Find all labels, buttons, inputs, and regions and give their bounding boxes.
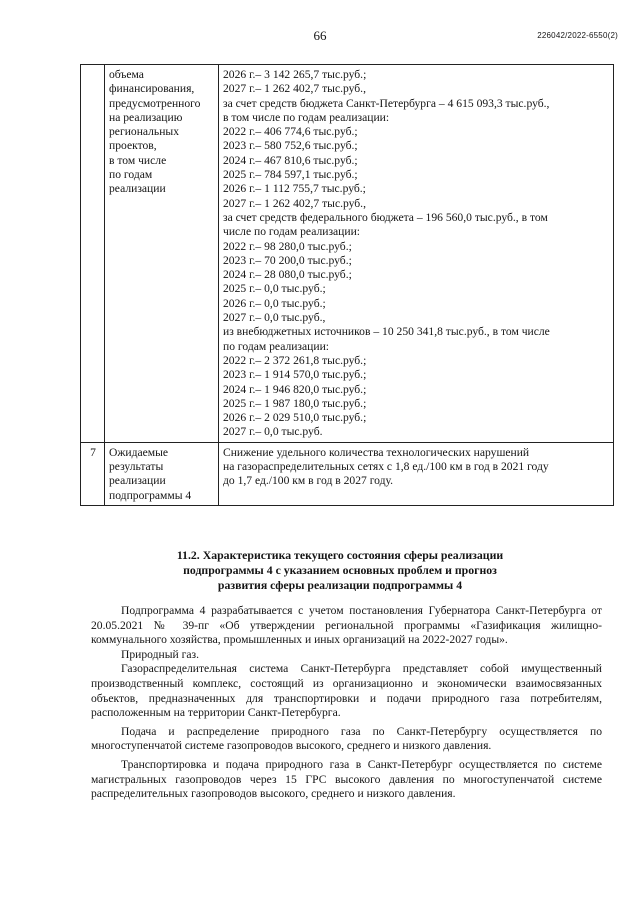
funding-line: по годам реализации: xyxy=(223,339,329,353)
row-name-line: реализации xyxy=(109,474,166,488)
row-name-cell xyxy=(105,65,219,443)
row-content-cell xyxy=(219,65,614,443)
funding-line: за счет средств федерального бюджета – 196 560,0 тыс.руб., в том xyxy=(223,210,548,224)
funding-line: 2026 г.– 3 142 265,7 тыс.руб.; xyxy=(223,68,367,81)
funding-line: 2024 г.– 1 946 820,0 тыс.руб.; xyxy=(223,382,367,396)
row-name-line: финансирования, xyxy=(109,82,195,96)
row-name-line: проектов, xyxy=(109,139,157,153)
result-line: Снижение удельного количества технологических нарушений xyxy=(223,445,530,459)
funding-line: 2027 г.– 1 262 402,7 тыс.руб., xyxy=(223,196,366,210)
funding-line: 2027 г.– 0,0 тыс.руб. xyxy=(223,425,323,439)
funding-line: 2026 г.– 2 029 510,0 тыс.руб.; xyxy=(223,411,367,425)
page-number: 66 xyxy=(313,28,327,43)
row-name-line: предусмотренного xyxy=(109,96,201,110)
funding-line: 2023 г.– 70 200,0 тыс.руб.; xyxy=(223,253,352,267)
funding-line: 2023 г.– 1 914 570,0 тыс.руб.; xyxy=(223,368,367,382)
row-number-cell: 7 xyxy=(81,442,105,505)
funding-line: 2022 г.– 2 372 261,8 тыс.руб.; xyxy=(223,353,367,367)
row-number-cell xyxy=(81,65,105,443)
paragraph: Природный газ. xyxy=(121,647,200,661)
row-name-line: на реализацию xyxy=(109,110,183,124)
row-name-line: по годам xyxy=(109,168,153,182)
row-name-line: в том числе xyxy=(109,153,167,167)
row-name-cell xyxy=(105,442,219,505)
funding-line: числе по годам реализации: xyxy=(223,225,361,239)
section-title xyxy=(100,548,580,593)
funding-line: 2027 г.– 1 262 402,7 тыс.руб., xyxy=(223,82,366,96)
funding-line: 2024 г.– 467 810,6 тыс.руб.; xyxy=(223,153,358,167)
funding-line: 2027 г.– 0,0 тыс.руб., xyxy=(223,311,326,325)
row-name-line: реализации xyxy=(109,182,166,196)
passport-table xyxy=(80,64,614,506)
table-row-financing xyxy=(81,65,614,443)
funding-line: за счет средств бюджета Санкт-Петербурга – 4 615 093,3 тыс.руб., xyxy=(223,96,550,110)
paragraph: Транспортировка и подача природного газа в Санкт-Петербург осуществляется по системе магистральных газопроводов через 15 ГРС высокого давления по многоступенчатой системе распределительных газопроводов высокого, среднего и низкого давления. xyxy=(91,757,602,801)
row-name-line: результаты xyxy=(109,460,164,474)
row-name-line: Ожидаемые xyxy=(109,445,169,459)
row-name-line: подпрограммы 4 xyxy=(109,488,192,502)
row-content-cell xyxy=(219,442,614,505)
funding-line: из внебюджетных источников – 10 250 341,8 тыс.руб., в том числе xyxy=(223,325,550,339)
section-body xyxy=(91,604,602,802)
section-title-line: 11.2. Характеристика текущего состояния сферы реализации xyxy=(176,548,504,562)
funding-line: 2022 г.– 406 774,6 тыс.руб.; xyxy=(223,125,358,139)
section-title-line: подпрограммы 4 с указанием основных проблем и прогноз xyxy=(183,563,497,577)
paragraph: Подача и распределение природного газа по Санкт-Петербургу осуществляется по многоступенчатой системе газопроводов высокого, среднего и низкого давления. xyxy=(91,724,602,753)
document-code: 226042/2022-6550(2) xyxy=(537,31,618,40)
funding-line: 2025 г.– 0,0 тыс.руб.; xyxy=(223,282,326,296)
funding-line: 2023 г.– 580 752,6 тыс.руб.; xyxy=(223,139,358,153)
funding-line: 2025 г.– 784 597,1 тыс.руб.; xyxy=(223,168,358,182)
row-name-line: региональных xyxy=(109,125,180,139)
funding-line: 2026 г.– 1 112 755,7 тыс.руб.; xyxy=(223,182,366,196)
paragraph: Газораспределительная система Санкт-Петербурга представляет собой имущественный производственный комплекс, состоящий из организационно и экономически взаимосвязанных объектов, предназначенных для транспортировки и подачи природного газа потребителям, расположенным на территории Санкт-Петербурга. xyxy=(91,662,602,720)
funding-line: 2026 г.– 0,0 тыс.руб.; xyxy=(223,296,326,310)
result-line: до 1,7 ед./100 км в год в 2027 году. xyxy=(223,474,394,488)
row-name-line: объема xyxy=(109,68,144,81)
funding-line: 2025 г.– 1 987 180,0 тыс.руб.; xyxy=(223,396,367,410)
funding-line: 2022 г.– 98 280,0 тыс.руб.; xyxy=(223,239,352,253)
section-title-line: развития сферы реализации подпрограммы 4 xyxy=(217,578,463,592)
funding-line: 2024 г.– 28 080,0 тыс.руб.; xyxy=(223,268,352,282)
paragraph: Подпрограмма 4 разрабатывается с учетом постановления Губернатора Санкт-Петербурга от 20.05.2021 № 39-пг «Об утверждении региональной программы «Газификация жилищно-коммунального хозяйства, промышленных и иных организаций на 2022-2027 годы». xyxy=(91,604,602,647)
funding-line: в том числе по годам реализации: xyxy=(223,110,390,124)
result-line: на газораспределительных сетях с 1,8 ед./100 км в год в 2021 году xyxy=(223,460,549,474)
table-row-expected-results xyxy=(81,442,614,505)
